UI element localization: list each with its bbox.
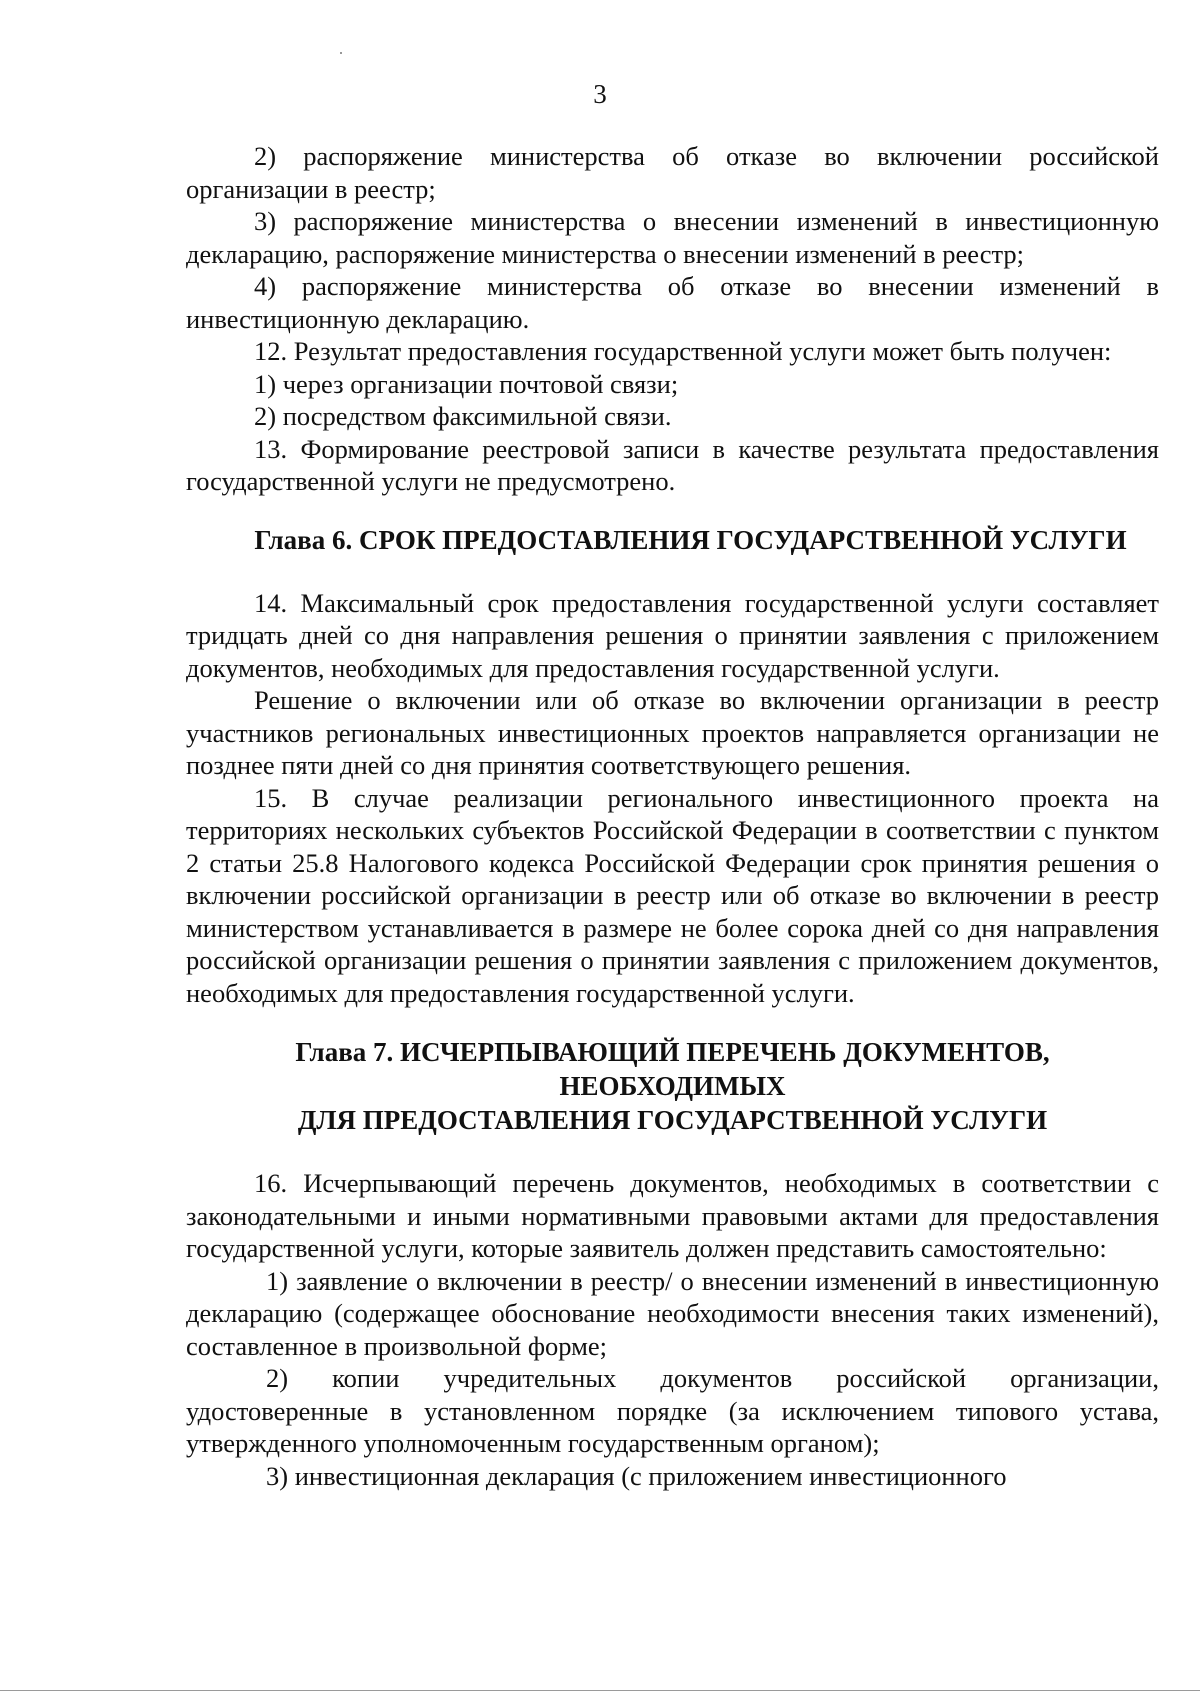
- paragraph-item-2: 2) распоряжение министерства об отказе во включении российской организации в реестр;: [186, 141, 1159, 204]
- paragraph-16-item-2: 2) копии учредительных документов российской организации, удостоверенные в установленном порядке (за исключением типового устава, утвержденного уполномоченным государственным органом);: [186, 1363, 1159, 1458]
- paragraph-15: 15. В случае реализации регионального инвестиционного проекта на территориях нескольких субъектов Российской Федерации в соответствии с пунктом 2 статьи 25.8 Налогового кодекса Российской Федерации срок принятия решения о включении российской организации в реестр или об отказе во включении в реестр министерством устанавливается в размере не более сорока дней со дня направления российской организации решения о принятии заявления с приложением документов, необходимых для предоставления государственной услуги.: [186, 782, 1159, 1008]
- paragraph-item-3: 3) распоряжение министерства о внесении изменений в инвестиционную декларацию, распоряжение министерства о внесении изменений в реестр;: [186, 206, 1159, 269]
- page-number: 3: [593, 79, 607, 109]
- chapter-7-heading-line-1: Глава 7. ИСЧЕРПЫВАЮЩИЙ ПЕРЕЧЕНЬ ДОКУМЕНТОВ, НЕОБХОДИМЫХ: [295, 1037, 1050, 1101]
- paragraph-14: 14. Максимальный срок предоставления государственной услуги составляет тридцать дней со дня направления решения о принятии заявления с приложением документов, необходимых для предоставления государственной услуги.: [186, 587, 1159, 683]
- paragraph-16-item-1: 1) заявление о включении в реестр/ о внесении изменений в инвестиционную декларацию (содержащее обоснование необходимости внесения таких изменений), составленное в произвольной форме;: [186, 1265, 1159, 1361]
- paragraph-12: 12. Результат предоставления государственной услуги может быть получен:: [254, 336, 1112, 366]
- paragraph-16: 16. Исчерпывающий перечень документов, необходимых в соответствии с законодательными и иными нормативными правовыми актами для предоставления государственной услуги, которые заявитель должен представить самостоятельно:: [186, 1168, 1159, 1263]
- document-body: [186, 140, 1159, 1492]
- chapter-7-heading-line-2: ДЛЯ ПРЕДОСТАВЛЕНИЯ ГОСУДАРСТВЕННОЙ УСЛУГИ: [297, 1105, 1048, 1135]
- chapter-6-heading: Глава 6. СРОК ПРЕДОСТАВЛЕНИЯ ГОСУДАРСТВЕННОЙ УСЛУГИ: [254, 524, 1127, 555]
- paragraph-12-item-1: 1) через организации почтовой связи;: [254, 368, 679, 399]
- paragraph-14-decision: Решение о включении или об отказе во включении организации в реестр участников региональных инвестиционных проектов направляется организации не позднее пяти дней со дня принятия соответствующего решения.: [186, 685, 1159, 780]
- paragraph-16-item-3: 3) инвестиционная декларация (с приложением инвестиционного: [266, 1460, 1007, 1491]
- paragraph-12-item-2: 2) посредством факсимильной связи.: [254, 401, 672, 431]
- scan-bottom-edge: [0, 1690, 1200, 1691]
- scan-artifact: [340, 52, 342, 54]
- paragraph-item-4: 4) распоряжение министерства об отказе во внесении изменений в инвестиционную декларацию.: [186, 271, 1159, 334]
- chapter-7-heading: [186, 1035, 1159, 1137]
- paragraph-13: 13. Формирование реестровой записи в качестве результата предоставления государственной услуги не предусмотрено.: [186, 433, 1159, 496]
